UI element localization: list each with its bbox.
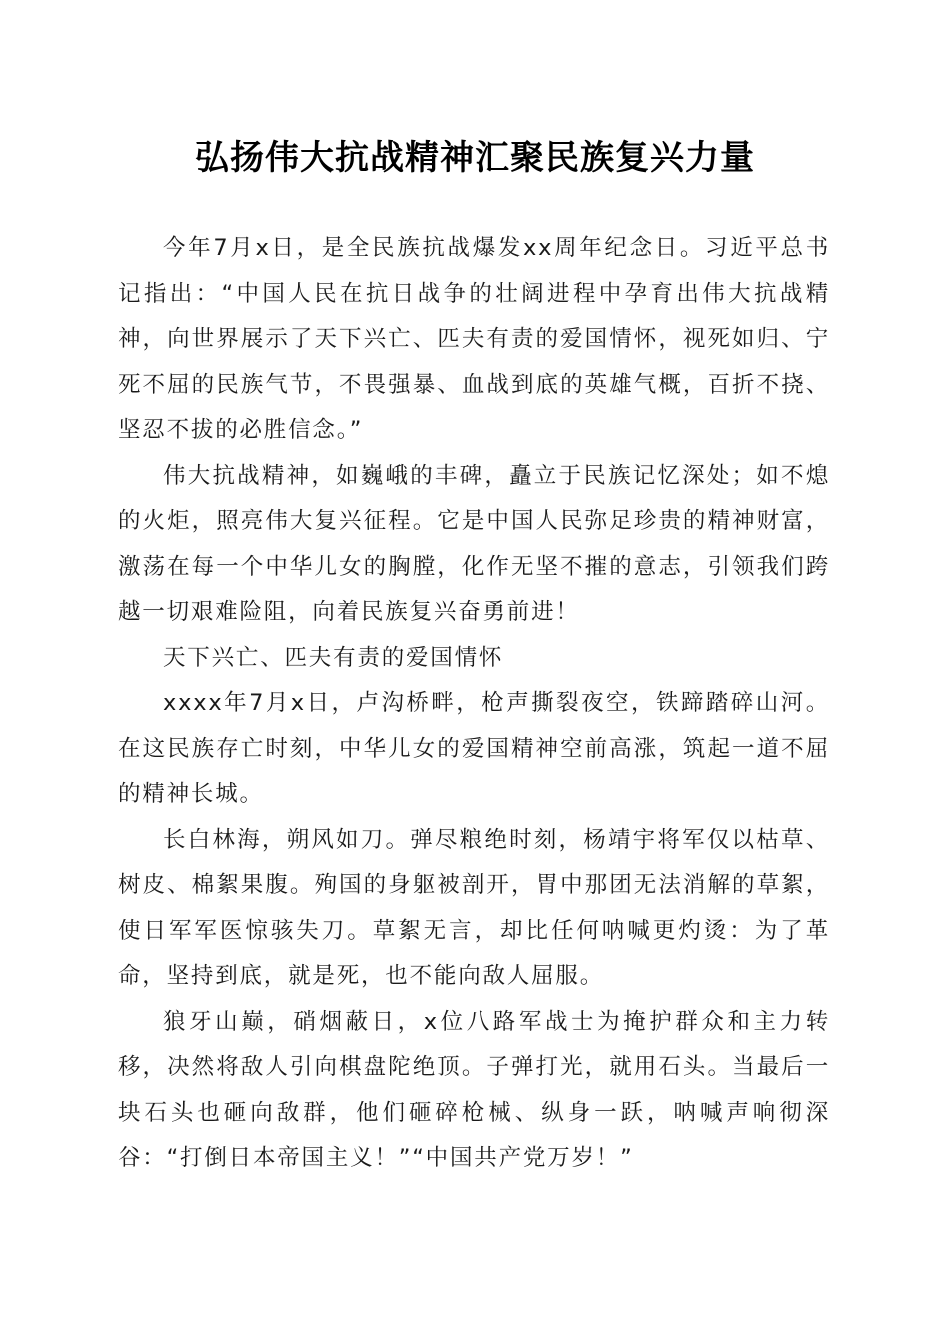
paragraph-yang-jingyu: 长白林海，朔风如刀。弹尽粮绝时刻，杨靖宇将军仅以枯草、树皮、棉絮果腹。殉国的身躯被剖开，胃中那团无法消解的草絮，使日军军医惊骇失刀。草絮无言，却比任何呐喊更灼烫：为了革命，坚持到底，就是死，也不能向敌人屈服。 xyxy=(118,826,830,989)
paragraph-langya-mountain: 狼牙山巅，硝烟蔽日，x位八路军战士为掩护群众和主力转移，决然将敌人引向棋盘陀绝顶。子弹打光，就用石头。当最后一块石头也砸向敌群，他们砸碎枪械、纵身一跃，呐喊声响彻深谷：“打倒日本帝国主义！”“中国共产党万岁！” xyxy=(118,1008,830,1171)
document-body xyxy=(118,226,830,1182)
section-heading-patriotism: 天下兴亡、匹夫有责的爱国情怀 xyxy=(163,644,504,671)
paragraph-spirit: 伟大抗战精神，如巍峨的丰碑，矗立于民族记忆深处；如不熄的火炬，照亮伟大复兴征程。它是中国人民弥足珍贵的精神财富，激荡在每一个中华儿女的胸膛，化作无坚不摧的意志，引领我们跨越一切艰难险阻，向着民族复兴奋勇前进！ xyxy=(118,462,830,625)
paragraph-intro: 今年7月x日，是全民族抗战爆发xx周年纪念日。习近平总书记指出：“中国人民在抗日战争的壮阔进程中孕育出伟大抗战精神，向世界展示了天下兴亡、匹夫有责的爱国情怀，视死如归、宁死不屈的民族气节，不畏强暴、血战到底的英雄气概，百折不挠、坚忍不拔的必胜信念。” xyxy=(118,235,830,443)
document-title: 弘扬伟大抗战精神汇聚民族复兴力量 xyxy=(195,138,755,178)
paragraph-lugou-bridge: xxxx年7月x日，卢沟桥畔，枪声撕裂夜空，铁蹄踏碎山河。在这民族存亡时刻，中华儿女的爱国精神空前高涨，筑起一道不屈的精神长城。 xyxy=(118,690,830,807)
